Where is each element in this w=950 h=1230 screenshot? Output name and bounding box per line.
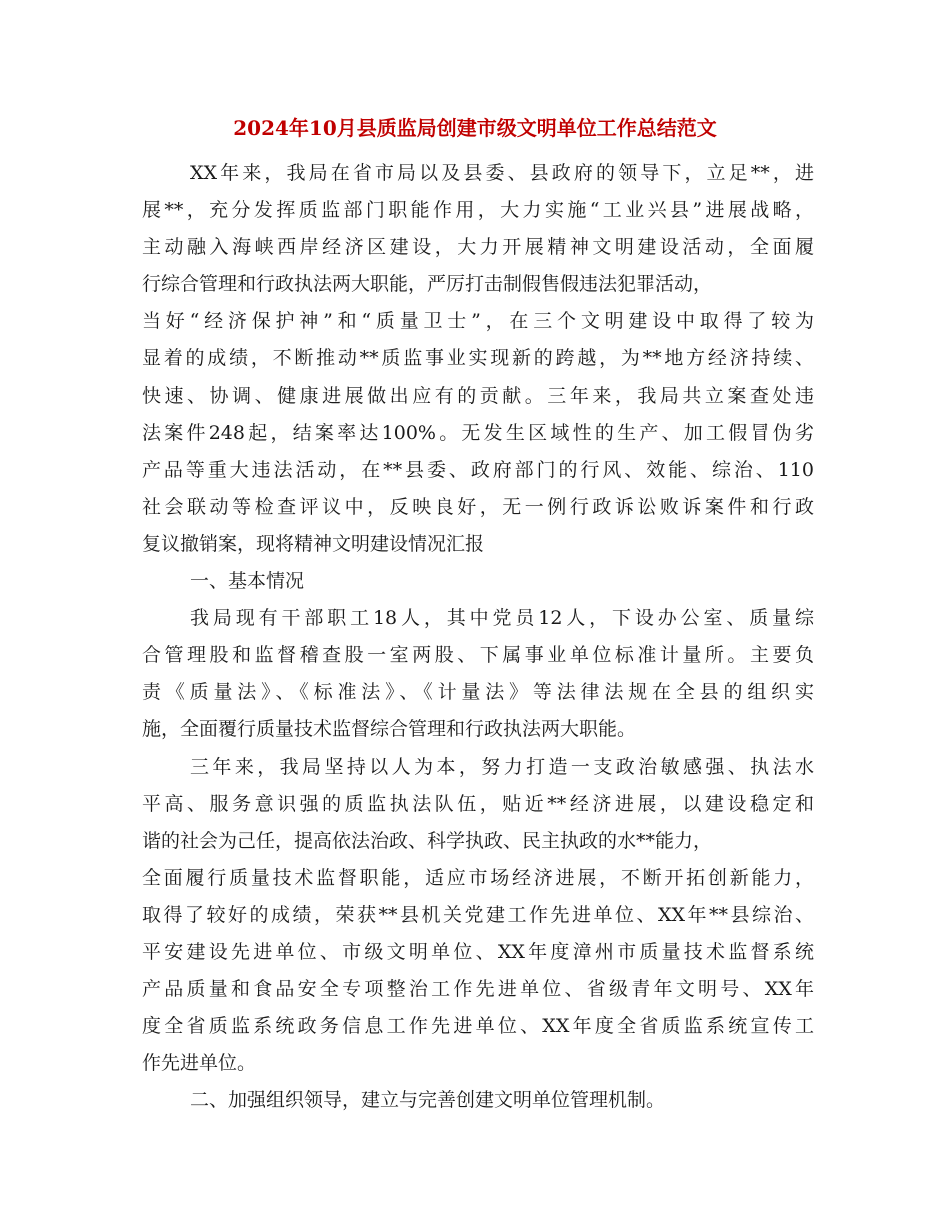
text-line: 快速、协调、健康进展做出应有的贡献。三年来，我局共立案查处违	[142, 384, 814, 407]
section-heading: 一、基本情况	[190, 570, 305, 593]
text-line: 复议撤销案，现将精神文明建设情况汇报	[142, 532, 485, 555]
text-line: 合管理股和监督稽查股一室两股、下属事业单位标准计量所。主要负	[142, 644, 814, 667]
text-line: 施，全面覆行质量技术监督综合管理和行政执法两大职能。	[142, 718, 637, 741]
text-line: 取得了较好的成绩，荣获**县机关党建工作先进单位、XX年**县综治、	[142, 903, 814, 926]
text-line: 展**，充分发挥质监部门职能作用，大力实施“工业兴县”进展战略，	[142, 199, 814, 222]
text-line: 行综合管理和行政执法两大职能，严厉打击制假售假违法犯罪活动，	[142, 273, 713, 296]
text-line: 法案件248起，结案率达100%。无发生区域性的生产、加工假冒伪劣	[142, 421, 814, 444]
text-line: 产品等重大违法活动，在**县委、政府部门的行风、效能、综治、110	[142, 458, 814, 481]
text-line: 主动融入海峡西岸经济区建设，大力开展精神文明建设活动，全面履	[142, 236, 814, 259]
text-line: 谐的社会为己任，提高依法治政、科学执政、民主执政的水**能力，	[142, 829, 713, 852]
text-line: 平安建设先进单位、市级文明单位、XX年度漳州市质量技术监督系统	[142, 940, 814, 963]
text-line: 平高、服务意识强的质监执法队伍，贴近**经济进展，以建设稳定和	[142, 792, 814, 815]
document-title: 2024年10月县质监局创建市级文明单位工作总结范文	[233, 116, 717, 140]
text-line: 三年来，我局坚持以人为本，努力打造一支政治敏感强、执法水	[190, 755, 814, 778]
text-line: 度全省质监系统政务信息工作先进单位、XX年度全省质监系统宣传工	[142, 1015, 814, 1038]
text-line: 责《质量法》、《标准法》、《计量法》等法律法规在全县的组织实	[142, 681, 814, 704]
document-body	[142, 155, 814, 1119]
text-line: 社会联动等检查评议中，反映良好，无一例行政诉讼败诉案件和行政	[142, 495, 814, 518]
section-heading: 二、加强组织领导，建立与完善创建文明单位管理机制。	[190, 1089, 666, 1112]
text-line: 显着的成绩，不断推动**质监事业实现新的跨越，为**地方经济持续、	[142, 347, 814, 370]
text-line: 作先进单位。	[142, 1052, 257, 1075]
text-line: 我局现有干部职工18人，其中党员12人，下设办公室、质量综	[190, 607, 814, 630]
text-line: 当好“经济保护神”和“质量卫士”，在三个文明建设中取得了较为	[142, 310, 814, 333]
text-line: XX年来，我局在省市局以及县委、县政府的领导下，立足**，进	[190, 162, 814, 184]
text-line: 全面履行质量技术监督职能，适应市场经济进展，不断开拓创新能力，	[142, 866, 814, 889]
text-line: 产品质量和食品安全专项整治工作先进单位、省级青年文明号、XX年	[142, 978, 814, 1001]
